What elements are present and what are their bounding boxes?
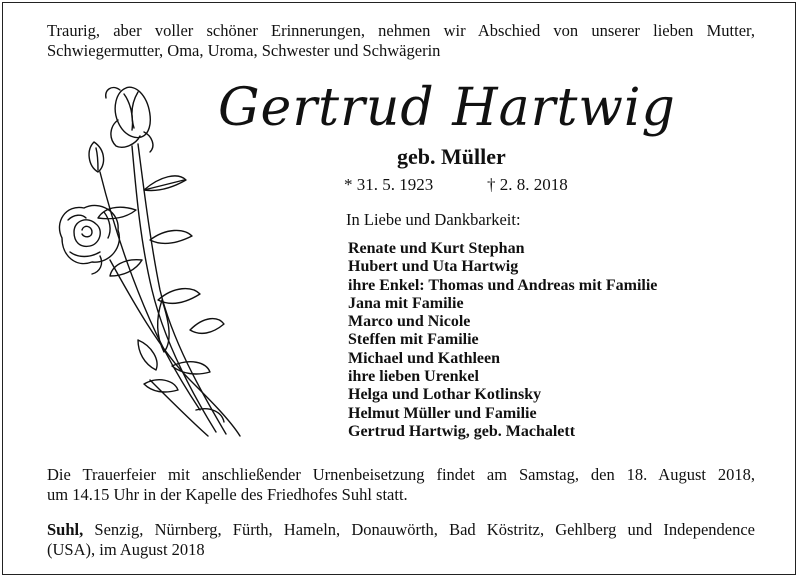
mourner-entry: Renate und Kurt Stephan [348,240,525,257]
places-line-2: (USA), im August 2018 [47,540,205,559]
rose-flower [59,205,119,274]
places-text [47,520,755,560]
mourner-entry: ihre lieben Urenkel [348,368,479,386]
mourner-entry: Hubert und Uta Hartwig [348,258,519,276]
rose-leaves [98,176,224,422]
deceased-name: Gertrud Hartwig [218,78,676,138]
mourner-entry: Jana mit Familie [348,294,464,312]
mourner-entry: Steffen mit Familie [348,331,479,349]
mourner-entry: Gertrud Hartwig, geb. Machalett [348,422,576,440]
intro-line-2: Schwiegermutter, Oma, Uroma, Schwester und Schwägerin [47,41,441,60]
places-lead: Suhl, [47,520,84,539]
thanks-heading: In Liebe und Dankbarkeit: [346,210,521,229]
rosebud-top [106,87,153,152]
places-line-1 [47,520,755,540]
places-line-1-rest: Senzig, Nürnberg, Fürth, Hameln, Donauwörth, Bad Köstritz, Gehlberg und Independence [83,520,755,539]
birth-date: * 31. 5. 1923 [344,175,434,194]
intro-text [47,21,755,61]
mourner-entry: Marco und Nicole [348,313,471,331]
mourners-list [348,240,657,441]
intro-line-1: Traurig, aber voller schöner Erinnerungen, nehmen wir Abschied von unserer lieben Mutter, [47,21,755,40]
rosebud-side [89,142,104,172]
service-line-2: um 14.15 Uhr in der Kapelle des Friedhofes Suhl statt. [47,485,408,504]
service-line-1: Die Trauerfeier mit anschließender Urnenbeisetzung findet am Samstag, den 18. August 2018, [47,465,755,484]
death-date: † 2. 8. 2018 [487,175,568,194]
mourner-entry: Helga und Lothar Kotlinsky [348,386,542,404]
mourner-entry: Helmut Müller und Familie [348,404,537,422]
mourner-entry: Michael und Kathleen [348,349,501,367]
service-text [47,465,755,505]
mourner-entry: ihre Enkel: Thomas und Andreas mit Familie [348,276,658,294]
maiden-name: geb. Müller [397,144,506,169]
